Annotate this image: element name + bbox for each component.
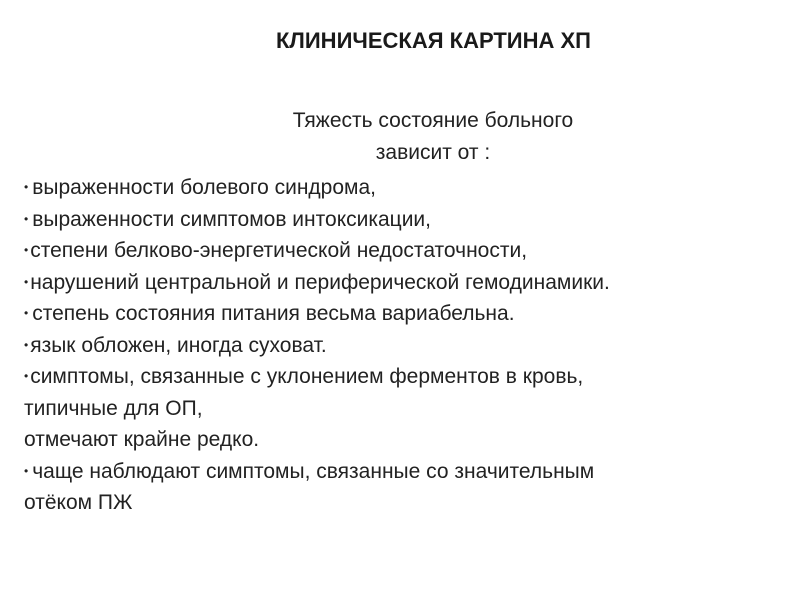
list-item-text: симптомы, связанные с уклонением ферментов в кровь, [30, 365, 584, 388]
bullet-icon: • [24, 306, 29, 320]
bullet-icon: • [24, 180, 29, 194]
list-item-text: язык обложен, иногда суховат. [30, 333, 327, 357]
slide-title: КЛИНИЧЕСКАЯ КАРТИНА ХП [276, 28, 591, 53]
list-item-continuation [24, 424, 784, 456]
bullet-icon: • [24, 337, 29, 352]
list-item [24, 298, 784, 330]
title-area [0, 28, 800, 58]
subtitle-line-2: зависит от : [375, 141, 491, 164]
list-item-continuation [24, 487, 784, 519]
list-item [24, 235, 784, 267]
list-item [24, 172, 784, 204]
list-item-text: отёком ПЖ [24, 491, 133, 514]
list-item [24, 361, 784, 393]
list-item-text: типичные для ОП, [24, 396, 203, 420]
factors-list [24, 172, 784, 519]
list-item-text: степени белково-энергетической недостаточности, [30, 239, 528, 262]
list-item [24, 330, 784, 362]
list-item [24, 204, 784, 236]
list-item-continuation [24, 393, 784, 425]
list-item-text: степень состояния питания весьма вариабельна. [32, 302, 515, 325]
list-item [24, 456, 784, 488]
bullet-icon: • [24, 274, 29, 289]
list-item-text: отмечают крайне редко. [24, 428, 260, 451]
bullet-icon: • [24, 211, 29, 226]
bullet-icon: • [24, 369, 29, 383]
list-item-text: выраженности симптомов интоксикации, [32, 207, 431, 231]
list-item [24, 267, 784, 299]
list-item-text: чаще наблюдают симптомы, связанные со значительным [32, 459, 595, 483]
list-item-text: выраженности болевого синдрома, [32, 176, 376, 199]
bullet-icon: • [24, 243, 29, 257]
bullet-icon: • [24, 463, 29, 478]
list-item-text: нарушений центральной и периферической гемодинамики. [30, 270, 610, 294]
subtitle-line-1: Тяжесть состояние больного [292, 109, 574, 132]
